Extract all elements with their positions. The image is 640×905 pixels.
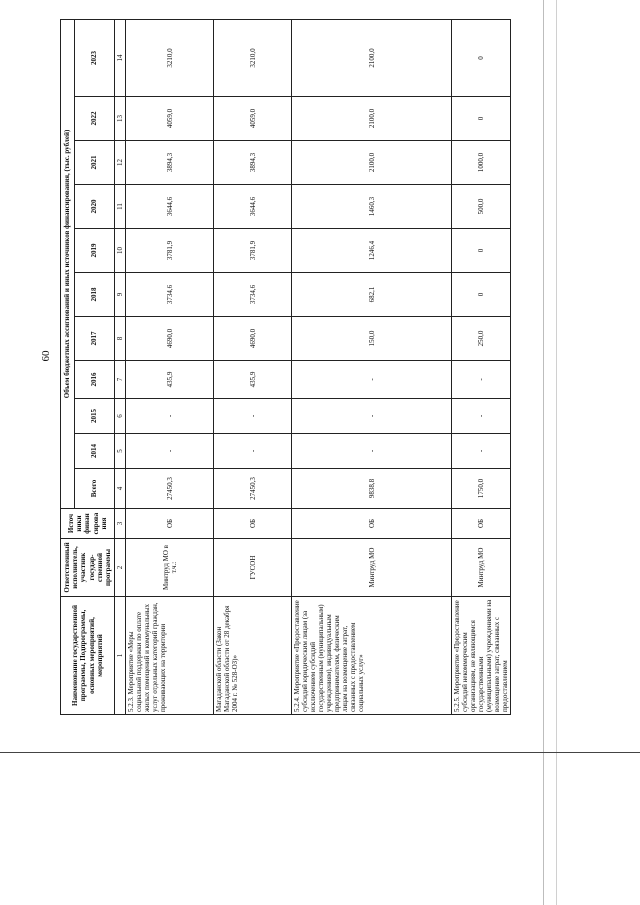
row-value: - <box>126 434 214 469</box>
header-year: 2021 <box>75 141 115 185</box>
page-divider <box>0 752 640 753</box>
row-source: ОБ <box>452 509 511 539</box>
row-value: - <box>292 399 452 434</box>
row-value: 1460,3 <box>292 185 452 229</box>
table-row <box>452 19 511 714</box>
row-source: ОБ <box>126 509 214 539</box>
row-name: Магаданской области (Закон Магаданской области от 28 декабря 2004 г. № 528-ОЗ)» <box>214 597 292 715</box>
row-source: ОБ <box>292 509 452 539</box>
table-row <box>126 19 214 714</box>
row-value: 4690,0 <box>126 317 214 361</box>
header-executor: Ответственный исполнитель, участник государ-ственной программы <box>61 539 115 597</box>
header-year: 2015 <box>75 399 115 434</box>
row-total: 1750,0 <box>452 469 511 509</box>
column-number: 11 <box>115 185 126 229</box>
row-value: 4059,0 <box>214 97 292 141</box>
column-number: 13 <box>115 97 126 141</box>
table-row <box>214 19 292 714</box>
row-value: 3734,6 <box>214 273 292 317</box>
row-value: - <box>214 434 292 469</box>
column-number: 6 <box>115 399 126 434</box>
row-value: 0 <box>452 97 511 141</box>
column-number: 10 <box>115 229 126 273</box>
row-value: 435,9 <box>126 361 214 399</box>
header-year: 2020 <box>75 185 115 229</box>
row-value: 4059,0 <box>126 97 214 141</box>
row-value: - <box>452 434 511 469</box>
row-value: 3781,9 <box>126 229 214 273</box>
row-total: 9838,8 <box>292 469 452 509</box>
row-value: 3894,3 <box>126 141 214 185</box>
row-value: 1000,0 <box>452 141 511 185</box>
row-total: 27450,3 <box>126 469 214 509</box>
column-number: 7 <box>115 361 126 399</box>
row-value: 1246,4 <box>292 229 452 273</box>
header-year: 2016 <box>75 361 115 399</box>
row-value: - <box>292 361 452 399</box>
row-value: 3734,6 <box>126 273 214 317</box>
row-value: 4690,0 <box>214 317 292 361</box>
header-year: 2017 <box>75 317 115 361</box>
row-value: 3644,6 <box>126 185 214 229</box>
header-year: 2019 <box>75 229 115 273</box>
row-value: - <box>126 399 214 434</box>
row-name: 5.2.5. Мероприятие «Предоставление субсидий некоммерческим организациям, не являющимся государственными (муниципальными) учреждениями на возмещение затрат, связанных с предоставлением <box>452 597 511 715</box>
header-funding-group: Объем бюджетных ассигнований и иных источников финансирования, (тыс. рублей) <box>61 19 75 508</box>
row-value: 435,9 <box>214 361 292 399</box>
row-total: 27450,3 <box>214 469 292 509</box>
column-number: 9 <box>115 273 126 317</box>
row-value: 2100,0 <box>292 141 452 185</box>
row-value: - <box>452 361 511 399</box>
row-executor: Минтруд МО <box>452 539 511 597</box>
row-value: - <box>452 399 511 434</box>
row-executor: ГУСОН <box>214 539 292 597</box>
column-number: 14 <box>115 19 126 96</box>
column-number: 5 <box>115 434 126 469</box>
row-value: 3644,6 <box>214 185 292 229</box>
row-value: 682,1 <box>292 273 452 317</box>
scan-line <box>543 0 544 905</box>
row-value: 2100,0 <box>292 97 452 141</box>
page-number: 60 <box>40 350 52 362</box>
row-value: 3210,0 <box>214 19 292 96</box>
row-value: 500,0 <box>452 185 511 229</box>
table-container <box>60 20 510 715</box>
row-executor: Минтруд МО в т.ч.: <box>126 539 214 597</box>
header-year: 2014 <box>75 434 115 469</box>
header-year: 2018 <box>75 273 115 317</box>
financing-table <box>60 19 511 715</box>
scan-line <box>556 0 557 905</box>
row-value: 3894,3 <box>214 141 292 185</box>
row-value: 3781,9 <box>214 229 292 273</box>
row-value: 0 <box>452 273 511 317</box>
row-value: - <box>214 399 292 434</box>
header-total: Всего <box>75 469 115 509</box>
row-value: 250,0 <box>452 317 511 361</box>
row-source: ОБ <box>214 509 292 539</box>
column-number: 4 <box>115 469 126 509</box>
header-year: 2023 <box>75 19 115 96</box>
header-name: Наименование государственной программы, Подпрограммы, основных мероприятий, мероприятий <box>61 597 115 715</box>
row-value: 3210,0 <box>126 19 214 96</box>
column-number: 8 <box>115 317 126 361</box>
header-year: 2022 <box>75 97 115 141</box>
row-name: 5.2.3. Мероприятие «Меры социальной поддержки по оплате жилых помещений и коммунальных услуг отдельных категорий граждан, проживающих на территории <box>126 597 214 715</box>
row-executor: Минтруд МО <box>292 539 452 597</box>
row-name: 5.2.4. Мероприятие «Предоставление субсидий юридическим лицам (за исключением субсидий государственным (муниципальным) учреждениям), индивидуальным предпринимателям, физическим лицам на возмещение затрат, связанных с предоставлением социальных услуг» <box>292 597 452 715</box>
row-value: 0 <box>452 19 511 96</box>
header-source: Источ ники финан сирова ния <box>61 509 115 539</box>
column-number: 1 <box>115 597 126 715</box>
row-value: 2100,0 <box>292 19 452 96</box>
column-number: 12 <box>115 141 126 185</box>
column-number: 3 <box>115 509 126 539</box>
row-value: 150,0 <box>292 317 452 361</box>
table-row <box>292 19 452 714</box>
row-value: - <box>292 434 452 469</box>
column-number: 2 <box>115 539 126 597</box>
row-value: 0 <box>452 229 511 273</box>
